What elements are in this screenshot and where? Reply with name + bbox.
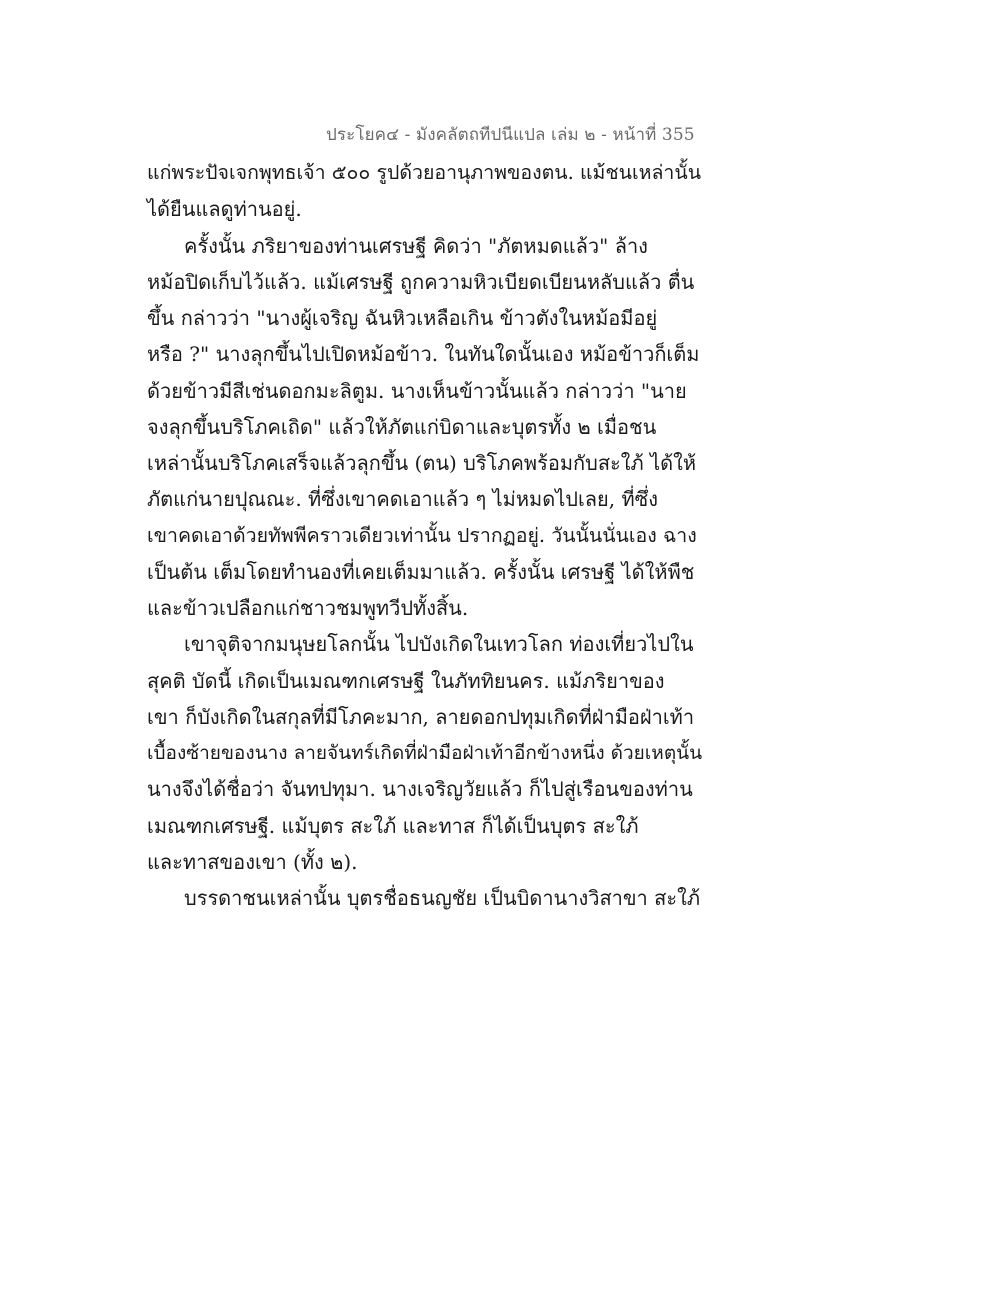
text-line: ขึ้น กล่าวว่า "นางผู้เจริญ ฉันหิวเหลือเกิน ข้าวตังในหม้อมีอยู่ xyxy=(147,306,658,330)
text-line: แก่พระปัจเจกพุทธเจ้า ๕๐๐ รูปด้วยอานุภาพของตน. แม้ชนเหล่านั้น xyxy=(147,161,702,184)
text-line: เขา ก็บังเกิดในสกุลที่มีโภคะมาก, ลายดอกปทุมเกิดที่ฝ่ามือฝ่าเท้า xyxy=(147,704,695,729)
text-line: จงลุกขึ้นบริโภคเถิด" แล้วให้ภัตแก่บิดาและบุตรทั้ง ๒ เมื่อชน xyxy=(147,414,657,439)
text-line: และข้าวเปลือกแก่ชาวชมพูทวีปทั้งสิ้น. xyxy=(147,596,469,620)
running-header: ประโยค๔ - มังคลัตถทีปนีแปล เล่ม ๒ - หน้าที่ 355 xyxy=(326,125,695,145)
text-line: ภัตแก่นายปุณณะ. ที่ซึ่งเขาคดเอาแล้ว ๆ ไม่หมดไปเลย, ที่ซึ่ง xyxy=(147,487,658,512)
text-line: และทาสของเขา (ทั้ง ๒). xyxy=(147,849,358,874)
paragraph-start-line: ครั้งนั้น ภริยาของท่านเศรษฐี คิดว่า "ภัตหมดแล้ว" ล้าง xyxy=(184,233,648,258)
body-text xyxy=(147,155,707,916)
text-line: หม้อปิดเก็บไว้แล้ว. แม้เศรษฐี ถูกความหิวเบียดเบียนหลับแล้ว ตื่น xyxy=(147,269,695,294)
text-line: เมณฑกเศรษฐี. แม้บุตร สะใภ้ และทาส ก็ได้เป็นบุตร สะใภ้ xyxy=(147,813,639,838)
text-line: เบื้องซ้ายของนาง ลายจันทร์เกิดที่ฝ่ามือฝ่าเท้าอีกข้างหนึ่ง ด้วยเหตุนั้น xyxy=(147,742,703,764)
text-line: เหล่านั้นบริโภคเสร็จแล้วลุกขึ้น (ตน) บริโภคพร้อมกับสะใภ้ ได้ให้ xyxy=(147,451,697,475)
paragraph-start-line: บรรดาชนเหล่านั้น บุตรชื่อธนญชัย เป็นบิดานางวิสาขา สะใภ้ xyxy=(184,886,701,910)
text-line: ด้วยข้าวมีสีเช่นดอกมะลิตูม. นางเห็นข้าวนั้นแล้ว กล่าวว่า "นาย xyxy=(147,378,687,403)
paragraph-start-line: เขาจุติจากมนุษยโลกนั้น ไปบังเกิดในเทวโลก ท่องเที่ยวไปใน xyxy=(184,632,694,657)
text-line: หรือ ?" นางลุกขึ้นไปเปิดหม้อข้าว. ในทันใดนั้นเอง หม้อข้าวก็เต็ม xyxy=(147,342,700,367)
text-line: สุคติ บัดนี้ เกิดเป็นเมณฑกเศรษฐี ในภัททิยนคร. แม้ภริยาของ xyxy=(147,668,665,693)
text-line: เป็นต้น เต็มโดยทำนองที่เคยเต็มมาแล้ว. ครั้งนั้น เศรษฐี ได้ให้พืช xyxy=(147,559,695,584)
text-line: ได้ยืนแลดูท่านอยู่. xyxy=(147,197,302,222)
text-line: เขาคดเอาด้วยทัพพีคราวเดียวเท่านั้น ปรากฏอยู่. วันนั้นนั่นเอง ฉาง xyxy=(147,523,697,547)
text-line: นางจึงได้ชื่อว่า จันทปทุมา. นางเจริญวัยแล้ว ก็ไปสู่เรือนของท่าน xyxy=(147,777,693,802)
